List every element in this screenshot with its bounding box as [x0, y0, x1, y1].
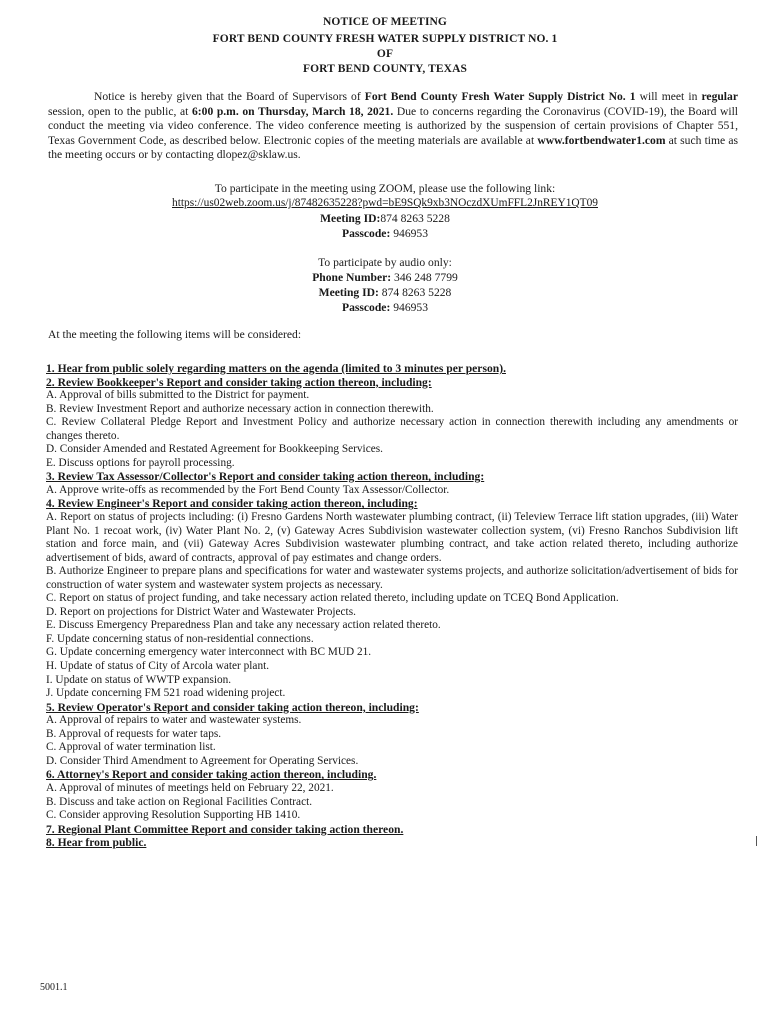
county-name: FORT BEND COUNTY, TEXAS — [302, 63, 467, 75]
agenda-item: A. Approval of repairs to water and wastewater systems. — [46, 714, 302, 727]
intro-text-c: will meet in — [635, 90, 702, 103]
agenda-section-heading: 4. Review Engineer's Report and consider taking action thereon, including: — [46, 497, 418, 511]
agenda-item: D. Report on projections for District Water and Wastewater Projects. — [46, 605, 356, 618]
audio-meeting-id: Meeting ID: 874 8263 5228 — [318, 286, 452, 299]
agenda-item: C. Review Collateral Pledge Report and Investment Policy and authorize necessary action in connection therewith including any amendments or changes thereto. — [46, 416, 738, 442]
agenda-item: E. Discuss options for payroll processing. — [46, 456, 235, 469]
agenda-item: A. Report on status of projects including: (i) Fresno Gardens North wastewater plumbing contract, (ii) Teleview Terrace lift station upgrades, (iii) Water Plant No. 1 recoat work, (iv) Water Plant No. 2, (v) Gateway Acres Subdivision wastewater collection system, (vi) Fresno Ranchos Subdivision lift station and force main, and (vii) Gateway Acres Subdivision wastewater plumbing contract, and take action related thereto, including authorize advertisement of bids, award of contracts, approval of pay estimates and change orders. — [46, 511, 738, 564]
agenda-section-heading: 3. Review Tax Assessor/Collector's Report and consider taking action thereon, including: — [46, 470, 485, 484]
agenda-section-heading: 8. Hear from public. — [46, 836, 147, 850]
agenda-item: E. Discuss Emergency Preparedness Plan and take any necessary action related thereto. — [46, 619, 441, 632]
agenda-item: A. Approval of bills submitted to the District for payment. — [46, 389, 310, 402]
intro-text-a: Notice is hereby given that the Board of Supervisors of — [94, 90, 365, 103]
agenda-section-heading: 1. Hear from public solely regarding matters on the agenda (limited to 3 minutes per person). — [46, 362, 506, 375]
agenda-lead: At the meeting the following items will be considered: — [48, 328, 302, 341]
zoom-intro: To participate in the meeting using ZOOM, please use the following link: — [214, 182, 556, 195]
agenda-item: C. Consider approving Resolution Supporting HB 1410. — [46, 809, 301, 822]
audio-phone: Phone Number: 346 248 7799 — [312, 271, 458, 284]
intro-district-name: Fort Bend County Fresh Water Supply District No. 1 — [364, 90, 636, 103]
intro-regular: regular — [701, 90, 738, 103]
intro-text-g: Due to concerns regarding the Coronavirus (COVID-19), the Board will conduct the meeting via video conference. The video conference meeting is authorized by the suspension of certain provisions of Chapter 551, Texas Government Code, as described below. Electronic copies of the meeting materials are available at — [48, 104, 739, 147]
intro-text-i: at such time as the meeting occurs or by contacting dlopez@sklaw.us. — [48, 133, 738, 162]
agenda-item: I. Update on status of WWTP expansion. — [46, 673, 232, 686]
agenda-item: A. Approval of minutes of meetings held on February 22, 2021. — [46, 781, 334, 794]
website-link[interactable]: www.fortbendwater1.com — [537, 133, 666, 147]
zoom-link[interactable]: https://us02web.zoom.us/j/87482635228?pwd=bE9SQk9xb3NOczdXUmFFL2JnREY1QT09 — [172, 197, 598, 209]
zoom-meeting-id: Meeting ID:874 8263 5228 — [320, 212, 450, 225]
agenda-item: B. Review Investment Report and authorize necessary action in connection therewith. — [46, 402, 434, 415]
agenda-item: A. Approve write-offs as recommended by the Fort Bend County Tax Assessor/Collector. — [46, 483, 450, 496]
audio-passcode: Passcode: 946953 — [342, 301, 428, 314]
agenda-item: H. Update of status of City of Arcola water plant. — [46, 660, 270, 673]
agenda-item: C. Approval of water termination list. — [46, 741, 216, 754]
district-name: FORT BEND COUNTY FRESH WATER SUPPLY DISTRICT NO. 1 — [212, 33, 558, 45]
agenda-item: G. Update concerning emergency water interconnect with BC MUD 21. — [46, 646, 372, 659]
audio-intro: To participate by audio only: — [318, 256, 452, 269]
agenda-list — [46, 362, 738, 850]
agenda-item: F. Update concerning status of non-residential connections. — [46, 632, 314, 645]
zoom-passcode: Passcode: 946953 — [342, 227, 428, 240]
agenda-item: B. Authorize Engineer to prepare plans and specifications for water and wastewater systems projects, and authorize solicitation/advertisement of bids for construction of water system and wastewater system projects as necessary. — [46, 565, 738, 591]
intro-text-e: session, open to the public, at — [48, 104, 192, 118]
margin-mark — [756, 836, 763, 846]
agenda-item: J. Update concerning FM 521 road widening project. — [46, 687, 286, 700]
agenda-item: D. Consider Third Amendment to Agreement for Operating Services. — [46, 754, 359, 767]
page-footer: 5001.1 — [40, 982, 68, 993]
agenda-item: B. Discuss and take action on Regional Facilities Contract. — [46, 795, 313, 808]
agenda-section-heading: 7. Regional Plant Committee Report and consider taking action thereon. — [46, 822, 404, 836]
intro-paragraph — [48, 90, 738, 163]
agenda-item: C. Report on status of project funding, and take necessary action related thereto, including update on TCEQ Bond Application. — [46, 592, 619, 605]
agenda-item: B. Approval of requests for water taps. — [46, 727, 222, 740]
agenda-section-heading: 2. Review Bookkeeper's Report and consider taking action thereon, including: — [46, 375, 432, 389]
agenda-section-heading: 6. Attorney's Report and consider taking action thereon, including. — [46, 768, 377, 782]
agenda-section-heading: 5. Review Operator's Report and consider taking action thereon, including: — [46, 700, 419, 714]
intro-meeting-time: 6:00 p.m. on Thursday, March 18, 2021. — [191, 104, 394, 118]
notice-title: NOTICE OF MEETING — [323, 16, 447, 28]
header-of: OF — [376, 48, 394, 60]
agenda-item: D. Consider Amended and Restated Agreement for Bookkeeping Services. — [46, 443, 383, 456]
